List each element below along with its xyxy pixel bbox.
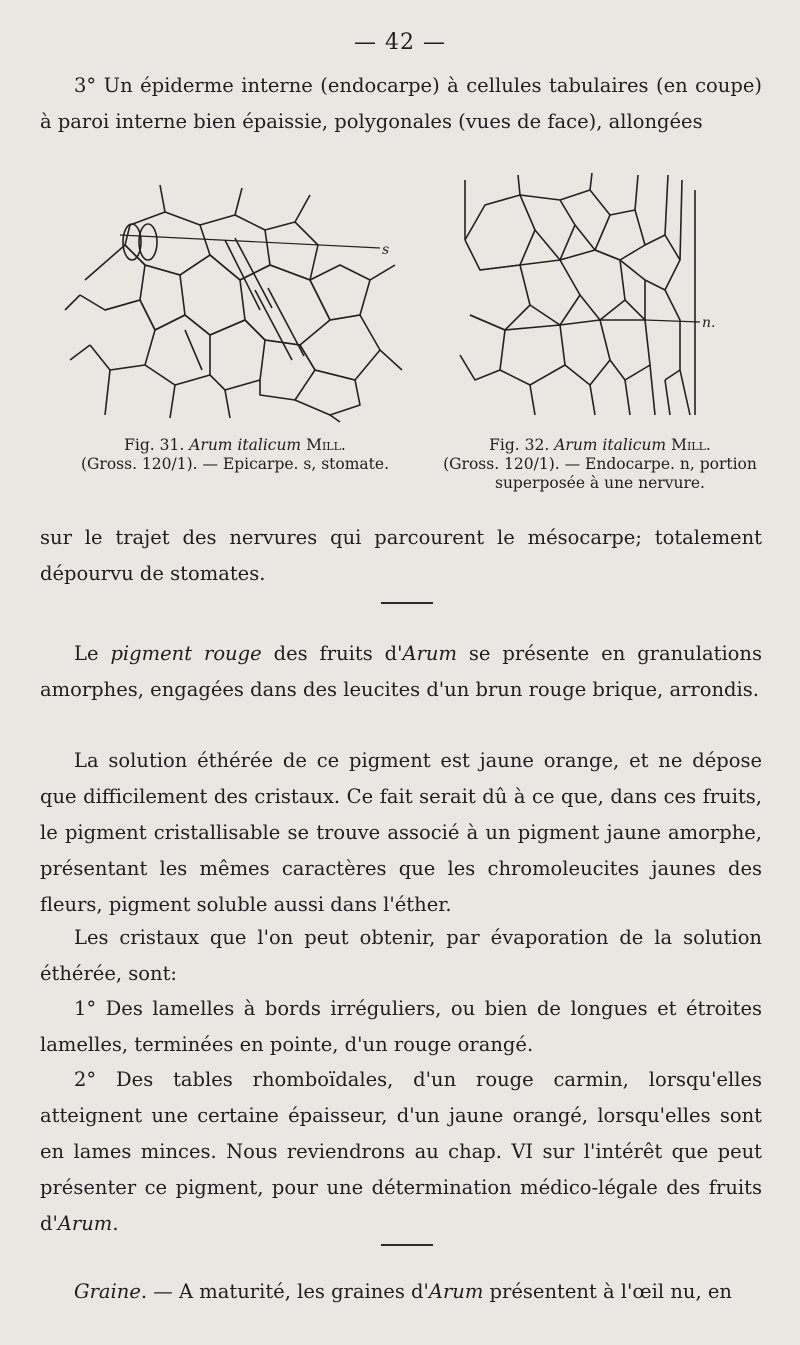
figure-32-drawing <box>450 170 750 425</box>
paragraph-tables-rhomboidales <box>40 1062 762 1242</box>
section-divider <box>381 1244 433 1246</box>
paragraph-nervures: sur le trajet des nervures qui parcourent le mésocarpe; totalement dépourvu de stomates. <box>40 526 762 585</box>
paragraph-pigment-rouge <box>40 636 762 708</box>
text-run-italic: Graine <box>74 1280 141 1303</box>
text-run: des fruits d' <box>261 642 403 665</box>
text-run: se présente en granulations amorphes, engagées dans des leucites d'un brun rouge brique, arrondis. <box>40 642 762 701</box>
figure-31-label-s: s <box>382 242 390 258</box>
text-run-italic: Arum <box>428 1280 484 1303</box>
text-run-italic: Arum <box>57 1212 113 1235</box>
text-run: 2° Des tables rhomboïdales, d'un rouge carmin, lorsqu'elles atteignent une certaine épaisseur, d'un jaune orangé, lorsqu'elles sont en lames minces. Nous reviendrons au chap. VI sur l'intérêt que peut présenter ce pigment, pour une détermination médico-légale des fruits d' <box>40 1068 762 1235</box>
figure-32-caption-text: (Gross. 120/1). — Endocarpe. n, portion superposée à une nervure. <box>443 455 757 492</box>
paragraph-graine <box>40 1274 762 1310</box>
section-divider <box>381 602 433 604</box>
figure-31-caption-author: Mill. <box>306 436 346 454</box>
text-run-italic: pigment rouge <box>110 642 262 665</box>
text-run-italic: Arum <box>402 642 457 665</box>
figure-32-caption <box>440 436 760 493</box>
figure-32-caption-species: Arum italicum <box>554 436 667 454</box>
figure-31-caption-species: Arum italicum <box>189 436 302 454</box>
text-run: . <box>112 1212 119 1235</box>
paragraph-endocarpe: 3° Un épiderme interne (endocarpe) à cellules tabulaires (en coupe) à paroi interne bien épaissie, polygonales (vues de face), allongées <box>40 74 762 133</box>
figure-31-caption-text: (Gross. 120/1). — Epicarpe. s, stomate. <box>81 455 389 473</box>
figure-31-drawing <box>60 170 410 425</box>
figure-31-caption-fig: Fig. 31. <box>124 436 185 454</box>
figure-32-caption-fig: Fig. 32. <box>489 436 550 454</box>
figure-31-caption <box>70 436 400 474</box>
figure-32-label-n: n. <box>702 315 716 331</box>
page-number: — 42 — <box>354 30 446 55</box>
paragraph-cristaux: Les cristaux que l'on peut obtenir, par évaporation de la solution éthérée, sont: <box>40 926 762 985</box>
text-run: Le <box>74 642 111 665</box>
text-run: . — A maturité, les graines d' <box>140 1280 429 1303</box>
paragraph-lamelles: 1° Des lamelles à bords irréguliers, ou bien de longues et étroites lamelles, terminées en pointe, d'un rouge orangé. <box>40 997 762 1056</box>
paragraph-solution-etheree: La solution éthérée de ce pigment est jaune orange, et ne dépose que difficilement des cristaux. Ce fait serait dû à ce que, dans ces fruits, le pigment cristallisable se trouve associé à un pigment jaune amorphe, présentant les mêmes caractères que les chromoleucites jaunes des fleurs, pigment soluble aussi dans l'éther. <box>40 749 762 916</box>
text-run: présentent à l'œil nu, en <box>483 1280 732 1303</box>
figure-32-caption-author: Mill. <box>671 436 711 454</box>
